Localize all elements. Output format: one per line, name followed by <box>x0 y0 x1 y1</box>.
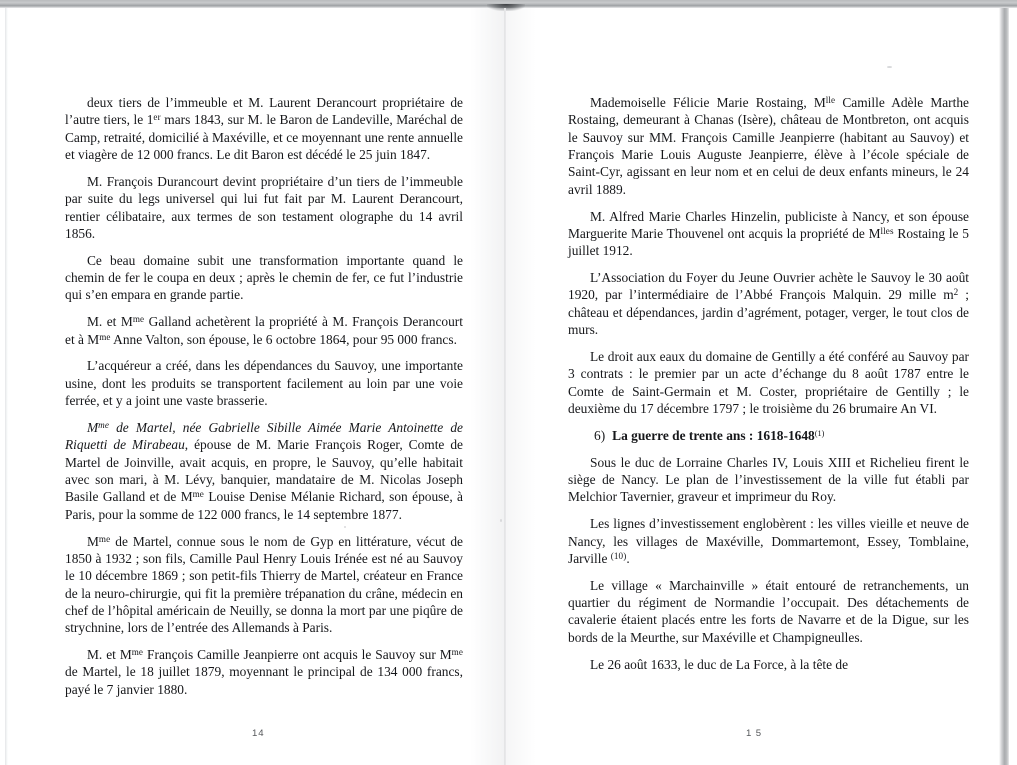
page-right <box>536 8 999 765</box>
superscript-abbreviation: lle <box>825 95 836 106</box>
text-run: Sous le duc de Lorraine Charles IV, Louis XIII et Richelieu firent le siège de Nancy. Le plan de l’investissement de la ville fut établi par Melchior Tavernier, graveur et imprimeur du Roy. <box>568 454 969 505</box>
superscript-abbreviation: me <box>99 331 111 342</box>
paragraph <box>568 515 969 567</box>
superscript-abbreviation: 2 <box>953 287 959 298</box>
italic-run: de Martel, née Gabrielle Sibille Aimée Marie Antoinette de Riquetti de Mirabeau <box>65 420 463 453</box>
paragraph <box>65 419 463 523</box>
superscript-abbreviation: me <box>451 647 463 658</box>
paragraph <box>568 269 969 338</box>
text-run: , épouse de M. Marie François Roger, Comte de Martel de Joinville, avait acquis, en propre, le Sauvoy, qu’elle habitait avec son mari, à M. Lévy, banquier, mandataire de M. Nicolas Joseph Basile Galland et de M <box>65 437 463 505</box>
text-run: Le droit aux eaux du domaine de Gentilly a été conféré au Sauvoy par 3 contrats : le premier par un acte d’échange du 8 août 1787 entre le Comte de Saint-Germain et M. Coster, propriétaire de Gentilly ; le deuxième du 17 décembre 1797 ; le troisième du 26 brumaire An VI. <box>568 348 969 416</box>
text-run: Galland achetèrent la propriété à M. François Derancourt et à M <box>65 314 463 347</box>
text-run: deux tiers de l’immeuble et M. Laurent Derancourt propriétaire de l’autre tiers, le 1 <box>65 95 463 128</box>
superscript-abbreviation: me <box>132 314 145 325</box>
gutter-shadow-right <box>506 8 536 765</box>
paragraph <box>65 646 463 698</box>
text-run: de Martel, le 18 juillet 1879, moyennant le principal de 134 000 francs, payé le 7 janvier 1880. <box>65 664 463 697</box>
page-left <box>8 8 470 765</box>
page-number-left: 14 <box>252 728 265 739</box>
page-edge-right <box>999 8 1009 765</box>
superscript-abbreviation: me <box>192 489 204 500</box>
text-run: de Martel, connue sous le nom de Gyp en littérature, vécut de 1850 à 1932 ; son fils, Camille Paul Henry Louis Irénée est né au Sauvoy le 10 décembre 1869 ; son petit-fils Thierry de Martel, créateur en France de la neuro-chirurgie, qui fit la première trépanation du crâne, médecin en chef de l’hôpital américain de Neuilly, se donna la mort par une piqûre de strychnine, lors de l’entrée des Allemands à Paris. <box>65 533 463 636</box>
gutter-shadow-left <box>470 8 505 765</box>
text-run: M <box>87 533 99 549</box>
paragraph <box>568 208 969 260</box>
left-page-textblock <box>65 94 463 708</box>
paragraph <box>568 348 969 417</box>
superscript-abbreviation: me <box>98 420 109 431</box>
text-run: mars 1843, sur M. le Baron de Landeville, Maréchal de Camp, retraité, domicilié à Maxéville, et ce moyennant une rente annuelle et viagère de 12 000 francs. Le dit Baron est décédé le 25 juin 1847. <box>65 112 463 163</box>
right-page-textblock <box>568 94 969 682</box>
page-edge-far-right <box>1010 8 1017 765</box>
paragraph <box>65 252 463 304</box>
italic-run: M <box>87 420 99 435</box>
text-run: . <box>626 550 630 566</box>
text-run: Louise Denise Mélanie Richard, son épouse, à Paris, pour la somme de 122 000 francs, le 14 septembre 1877. <box>65 489 463 522</box>
superscript-abbreviation: me <box>98 533 111 544</box>
text-run: M. François Durancourt devint propriétaire d’un tiers de l’immeuble par suite du legs universel qui lui fut fait par M. Laurent Derancourt, rentier célibataire, aux termes de son testament olographe du 14 avril 1856. <box>65 173 463 241</box>
section-title: La guerre de trente ans : 1618-1648 <box>612 427 815 443</box>
section-number: 6) <box>594 427 606 443</box>
text-run: Ce beau domaine subit une transformation importante quand le chemin de fer le coupa en deux ; après le chemin de fer, ce fut l’industrie qui s’en empara en grande partie. <box>65 252 463 303</box>
text-run: M. et M <box>87 647 132 663</box>
paragraph <box>65 94 463 163</box>
text-run: François Camille Jeanpierre ont acquis le Sauvoy sur M <box>143 647 452 663</box>
text-run: Le village « Marchainville » était entouré de retranchements, un quartier du régiment de Normandie l’occupait. Des détachements de cavalerie étaient placés entre les forts de Navarre et de la Digue, sur les bords de la Meurthe, sur Maxéville et Champigneulles. <box>568 577 969 645</box>
text-run: L’acquéreur a créé, dans les dépendances du Sauvoy, une importante usine, dont les produits se transportent facilement au loin par une voie ferrée, et y a joint une vaste brasserie. <box>65 358 463 409</box>
paragraph <box>65 357 463 409</box>
text-run: L’Association du Foyer du Jeune Ouvrier achète le Sauvoy le 30 août 1920, par l’intermédiaire de l’Abbé François Malquin. 29 mille m <box>568 270 969 303</box>
superscript-abbreviation: er <box>153 112 161 123</box>
text-run: M. Alfred Marie Charles Hinzelin, publiciste à Nancy, et son épouse Marguerite Marie Thouvenel ont acquis la propriété de M <box>568 208 969 241</box>
section-heading <box>568 427 969 444</box>
scan-speck <box>500 519 502 522</box>
text-run: Mademoiselle Félicie Marie Rostaing, M <box>590 95 826 110</box>
text-run: Rostaing le 5 juillet 1912. <box>568 225 969 259</box>
paragraph <box>568 656 969 673</box>
text-run: Anne Valton, son épouse, le 6 octobre 1864, pour 95 000 francs. <box>110 331 457 347</box>
paragraph <box>568 94 969 198</box>
text-run: M. et M <box>87 314 133 330</box>
superscript-abbreviation: lles <box>880 226 894 237</box>
paragraph <box>65 313 463 348</box>
paragraph <box>65 533 463 637</box>
text-run: ; château et dépendances, jardin d’agrément, potager, verger, le tout clos de murs. <box>568 287 970 338</box>
superscript-abbreviation: (10) <box>610 551 627 562</box>
paragraph <box>65 173 463 242</box>
text-run: Camille Adèle Marthe Rostaing, demeurant à Chanas (Isère), château de Montbreton, ont acquis le Sauvoy sur MM. François Camille Jeanpierre (habitant au Sauvoy) et François Marie Louis Auguste Jeanpierre, élève à l’école spéciale de Saint-Cyr, agissant en leur nom et en celui de deux enfants mineurs, le 24 avril 1889. <box>568 95 969 197</box>
text-run: Les lignes d’investissement englobèrent : les villes vieille et neuve de Nancy, les villages de Maxéville, Dommartemont, Essey, Tomblaine, Jarville <box>568 516 969 566</box>
book-gutter-line <box>504 8 506 765</box>
paragraph <box>568 454 969 506</box>
superscript-abbreviation: me <box>131 647 144 658</box>
footnote-marker: (1) <box>814 428 825 438</box>
text-run: Le 26 août 1633, le duc de La Force, à la tête de <box>590 656 849 672</box>
paragraph <box>568 577 969 646</box>
page-number-right: 1 5 <box>746 728 763 739</box>
